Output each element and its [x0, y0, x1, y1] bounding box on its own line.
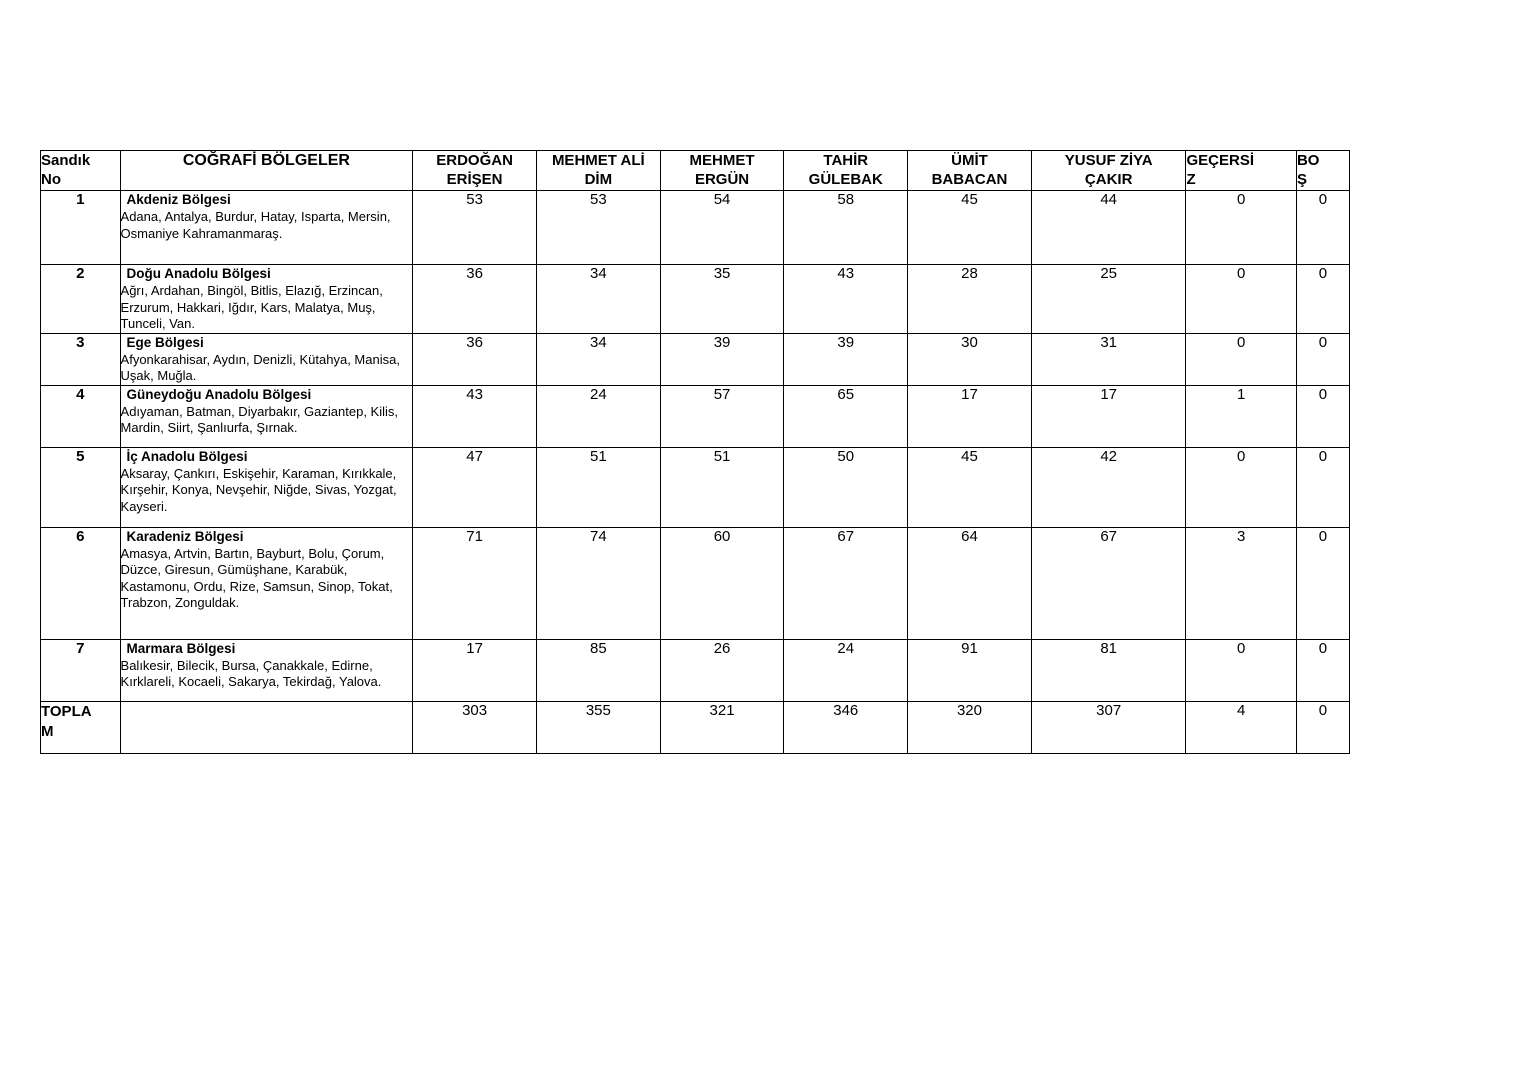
- total-blank-value: 0: [1296, 701, 1349, 753]
- row-number: 4: [41, 385, 121, 447]
- table-row: [41, 265, 1350, 334]
- vote-value: 53: [536, 191, 660, 265]
- blank-value: 0: [1296, 447, 1349, 527]
- vote-value: 17: [413, 639, 537, 701]
- region-cities: Adıyaman, Batman, Diyarbakır, Gaziantep, Kilis, Mardin, Siirt, Şanlıurfa, Şırnak.: [120, 403, 398, 435]
- header-candidate-3-line2: ERGÜN: [694, 171, 750, 188]
- vote-value: 51: [536, 447, 660, 527]
- table-total-row: [41, 701, 1350, 753]
- vote-value: 91: [908, 639, 1032, 701]
- vote-value: 34: [536, 333, 660, 385]
- header-candidate-5-line2: BABACAN: [931, 171, 1008, 188]
- vote-value: 44: [1031, 191, 1186, 265]
- vote-value: 34: [536, 265, 660, 334]
- region-cities: Balıkesir, Bilecik, Bursa, Çanakkale, Edirne, Kırklareli, Kocaeli, Sakarya, Tekirdağ, Yalova.: [120, 657, 382, 689]
- header-candidate-6-line1: YUSUF ZİYA: [1064, 152, 1153, 169]
- header-box-no-line1: Sandık: [41, 152, 91, 169]
- region-title: Güneydoğu Anadolu Bölgesi: [126, 386, 312, 402]
- header-candidate-6-line2: ÇAKIR: [1084, 171, 1133, 188]
- blank-value: 0: [1296, 385, 1349, 447]
- region-title: Karadeniz Bölgesi: [126, 528, 244, 544]
- header-blank-line2: Ş: [1296, 171, 1307, 188]
- total-label: [41, 701, 121, 753]
- vote-value: 43: [784, 265, 908, 334]
- table-header-row: [41, 151, 1350, 191]
- vote-value: 81: [1031, 639, 1186, 701]
- header-box-no: [41, 151, 121, 191]
- total-label-line2: M: [41, 722, 54, 740]
- vote-value: 60: [660, 527, 784, 639]
- header-candidate-4-line2: GÜLEBAK: [808, 171, 883, 188]
- total-value: 320: [908, 701, 1032, 753]
- invalid-value: 0: [1186, 191, 1296, 265]
- blank-value: 0: [1296, 639, 1349, 701]
- header-candidate-1-line2: ERİŞEN: [446, 171, 503, 188]
- header-candidate-4: [784, 151, 908, 191]
- header-candidate-1-line1: ERDOĞAN: [436, 152, 513, 169]
- header-blank: [1296, 151, 1349, 191]
- region-cities: Adana, Antalya, Burdur, Hatay, Isparta, Mersin, Osmaniye Kahramanmaraş.: [120, 209, 391, 241]
- header-candidate-5-line1: ÜMİT: [951, 152, 988, 169]
- region-title: Doğu Anadolu Bölgesi: [126, 266, 271, 281]
- vote-value: 58: [784, 191, 908, 265]
- header-blank-line1: BO: [1296, 152, 1320, 169]
- total-value: 346: [784, 701, 908, 753]
- table-row: [41, 447, 1350, 527]
- header-invalid-line2: Z: [1186, 171, 1196, 188]
- vote-value: 57: [660, 385, 784, 447]
- invalid-value: 1: [1186, 385, 1296, 447]
- row-number: 6: [41, 527, 121, 639]
- total-value: 321: [660, 701, 784, 753]
- header-invalid-line1: GEÇERSİ: [1186, 152, 1254, 169]
- region-cell: [120, 385, 413, 447]
- header-candidate-2: [536, 151, 660, 191]
- header-invalid: [1186, 151, 1296, 191]
- vote-value: 36: [413, 333, 537, 385]
- region-cell: [120, 639, 413, 701]
- vote-value: 43: [413, 385, 537, 447]
- region-cities: Aksaray, Çankırı, Eskişehir, Karaman, Kırıkkale, Kırşehir, Konya, Nevşehir, Niğde, Sivas, Yozgat, Kayseri.: [120, 465, 397, 514]
- vote-value: 50: [784, 447, 908, 527]
- vote-value: 31: [1031, 333, 1186, 385]
- region-cities: Afyonkarahisar, Aydın, Denizli, Kütahya, Manisa, Uşak, Muğla.: [120, 351, 400, 383]
- vote-value: 45: [908, 447, 1032, 527]
- vote-value: 39: [660, 333, 784, 385]
- total-value: 307: [1031, 701, 1186, 753]
- blank-value: 0: [1296, 265, 1349, 334]
- vote-value: 26: [660, 639, 784, 701]
- total-value: 355: [536, 701, 660, 753]
- header-candidate-3: [660, 151, 784, 191]
- vote-value: 53: [413, 191, 537, 265]
- region-cities: Ağrı, Ardahan, Bingöl, Bitlis, Elazığ, Erzincan, Erzurum, Hakkari, Iğdır, Kars, Malatya, Muş, Tunceli, Van.: [120, 283, 383, 331]
- vote-value: 17: [1031, 385, 1186, 447]
- vote-value: 24: [536, 385, 660, 447]
- region-cell: [120, 333, 413, 385]
- total-region-empty: [120, 701, 413, 753]
- region-title: İç Anadolu Bölgesi: [126, 448, 248, 464]
- row-number: 1: [41, 191, 121, 265]
- vote-value: 51: [660, 447, 784, 527]
- header-candidate-6: [1031, 151, 1186, 191]
- vote-value: 24: [784, 639, 908, 701]
- table-row: [41, 191, 1350, 265]
- row-number: 3: [41, 333, 121, 385]
- vote-value: 25: [1031, 265, 1186, 334]
- table-row: [41, 639, 1350, 701]
- vote-value: 67: [784, 527, 908, 639]
- region-title: Ege Bölgesi: [126, 334, 204, 350]
- region-cell: [120, 447, 413, 527]
- header-candidate-3-line1: MEHMET: [689, 152, 755, 169]
- header-candidate-2-line2: DİM: [584, 171, 613, 188]
- header-candidate-2-line1: MEHMET ALİ: [551, 152, 645, 169]
- table-row: [41, 333, 1350, 385]
- vote-value: 30: [908, 333, 1032, 385]
- vote-value: 71: [413, 527, 537, 639]
- vote-value: 28: [908, 265, 1032, 334]
- vote-value: 54: [660, 191, 784, 265]
- blank-value: 0: [1296, 191, 1349, 265]
- header-box-no-line2: No: [41, 171, 61, 188]
- total-value: 303: [413, 701, 537, 753]
- vote-results-sheet: [40, 150, 1350, 754]
- header-candidate-1: [413, 151, 537, 191]
- vote-value: 47: [413, 447, 537, 527]
- region-cities: Amasya, Artvin, Bartın, Bayburt, Bolu, Çorum, Düzce, Giresun, Gümüşhane, Karabük, Kastamonu, Ordu, Rize, Samsun, Sinop, Tokat, Trabzon, Zonguldak.: [120, 545, 393, 610]
- total-label-line1: TOPLA: [41, 702, 92, 720]
- vote-value: 45: [908, 191, 1032, 265]
- vote-value: 64: [908, 527, 1032, 639]
- header-candidate-4-line1: TAHİR: [823, 152, 869, 169]
- invalid-value: 0: [1186, 447, 1296, 527]
- region-cell: [120, 527, 413, 639]
- region-title: Marmara Bölgesi: [126, 640, 236, 656]
- invalid-value: 0: [1186, 333, 1296, 385]
- vote-value: 36: [413, 265, 537, 334]
- total-invalid-value: 4: [1186, 701, 1296, 753]
- table-row: [41, 527, 1350, 639]
- vote-results-table: [40, 150, 1350, 754]
- vote-value: 35: [660, 265, 784, 334]
- region-cell: [120, 191, 413, 265]
- invalid-value: 0: [1186, 639, 1296, 701]
- invalid-value: 0: [1186, 265, 1296, 334]
- vote-value: 42: [1031, 447, 1186, 527]
- header-candidate-5: [908, 151, 1032, 191]
- vote-value: 74: [536, 527, 660, 639]
- vote-value: 17: [908, 385, 1032, 447]
- row-number: 5: [41, 447, 121, 527]
- blank-value: 0: [1296, 333, 1349, 385]
- header-regions: COĞRAFİ BÖLGELER: [120, 151, 413, 191]
- row-number: 7: [41, 639, 121, 701]
- blank-value: 0: [1296, 527, 1349, 639]
- row-number: 2: [41, 265, 121, 334]
- invalid-value: 3: [1186, 527, 1296, 639]
- table-row: [41, 385, 1350, 447]
- region-cell: [120, 265, 413, 334]
- vote-value: 85: [536, 639, 660, 701]
- vote-value: 39: [784, 333, 908, 385]
- vote-value: 65: [784, 385, 908, 447]
- region-title: Akdeniz Bölgesi: [126, 192, 231, 207]
- vote-value: 67: [1031, 527, 1186, 639]
